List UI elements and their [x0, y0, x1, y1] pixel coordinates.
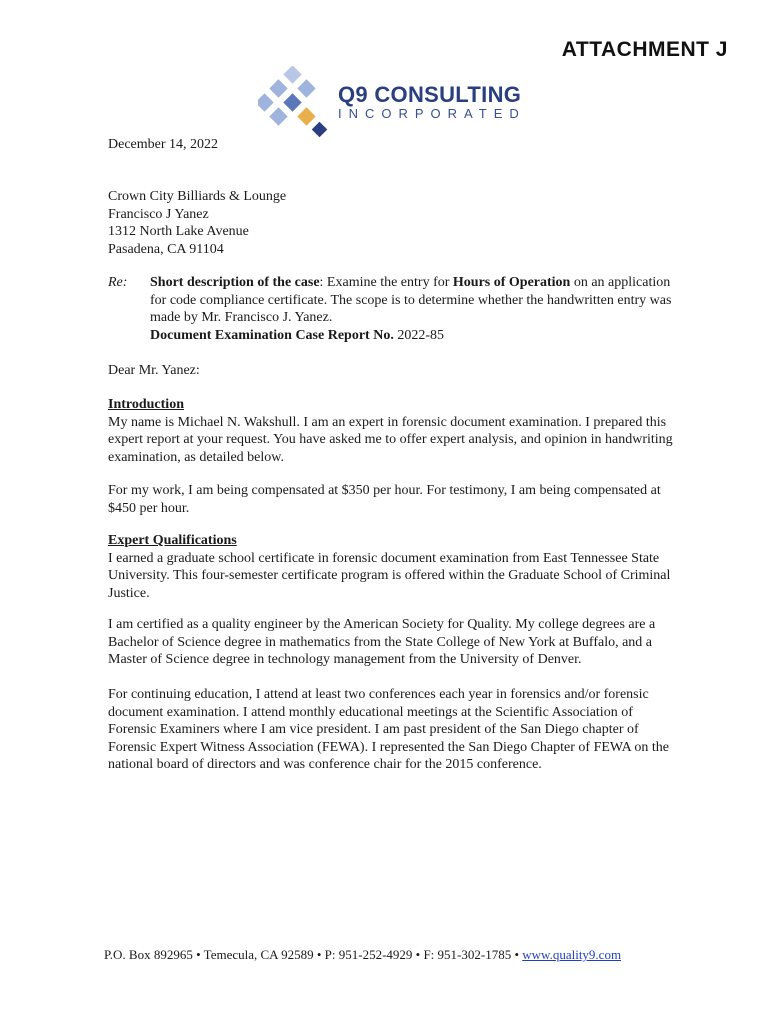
address-line: 1312 North Lake Avenue: [108, 224, 249, 239]
address-line: Francisco J Yanez: [108, 206, 209, 222]
re-desc-heading: Short description of the case: [150, 275, 320, 290]
qualifications-paragraph-1: I earned a graduate school certificate in forensic document examination from East Tennessee State University. This four-semester certificate program is offered within the Graduate School of Criminal Justice.: [108, 550, 671, 601]
introduction-section: [108, 396, 678, 466]
company-logo: [258, 66, 538, 138]
logo-company-name: Q9 CONSULTING: [338, 82, 522, 107]
re-description: [150, 274, 678, 344]
re-desc-highlight: Hours of Operation: [452, 275, 571, 290]
re-label: Re:: [108, 275, 128, 290]
logo-subtitle: INCORPORATED: [338, 106, 526, 121]
re-desc-text-2: on an application for code compliance certificate. The scope is to determine whether the handwritten entry was made by Mr. Francisco J. Yanez.: [150, 275, 672, 325]
qualifications-paragraph-3: For continuing education, I attend at least two conferences each year in forensics and/or forensic document examination. I attend monthly educational meetings at the Scientific Association of Forensic Examiners where I am vice president. I am past president of the San Diego chapter of Forensic Expert Witness Association (FEWA). I represented the San Diego Chapter of FEWA on the national board of directors and was conference chair for the 2015 conference.: [108, 687, 670, 772]
greeting: Dear Mr. Yanez:: [108, 363, 200, 378]
introduction-heading: Introduction: [108, 397, 184, 412]
website-link[interactable]: www.quality9.com: [522, 947, 622, 962]
footer-contact: P.O. Box 892965 • Temecula, CA 92589 • P: 951-252-4929 • F: 951-302-1785 •: [104, 947, 523, 962]
address-line: Pasadena, CA 91104: [108, 241, 224, 257]
letter-date: December 14, 2022: [108, 137, 219, 152]
report-number: 2022-85: [393, 327, 444, 343]
re-desc-text: : Examine the entry for: [319, 275, 453, 290]
report-label: Document Examination Case Report No.: [150, 327, 394, 343]
recipient-address: [108, 188, 678, 258]
qualifications-section: [108, 532, 678, 602]
logo-diamond-icon: [258, 66, 334, 138]
attachment-label: ATTACHMENT J: [561, 38, 728, 61]
introduction-text: My name is Michael N. Wakshull. I am an expert in forensic document examination. I prepared this expert report at your request. You have asked me to offer expert analysis, and opinion in handwriting examination, as detailed below.: [108, 414, 673, 465]
qualifications-paragraph-2: I am certified as a quality engineer by the American Society for Quality. My college degrees are a Bachelor of Science degree in mathematics from the State College of New York at Buffalo, and a Master of Science degree in technology management from the University of Denver.: [108, 617, 656, 667]
letter-footer: [104, 947, 621, 963]
compensation-paragraph: For my work, I am being compensated at $350 per hour. For testimony, I am being compensated at $450 per hour.: [108, 483, 661, 516]
address-line: Crown City Billiards & Lounge: [108, 189, 287, 204]
qualifications-heading: Expert Qualifications: [108, 533, 237, 548]
